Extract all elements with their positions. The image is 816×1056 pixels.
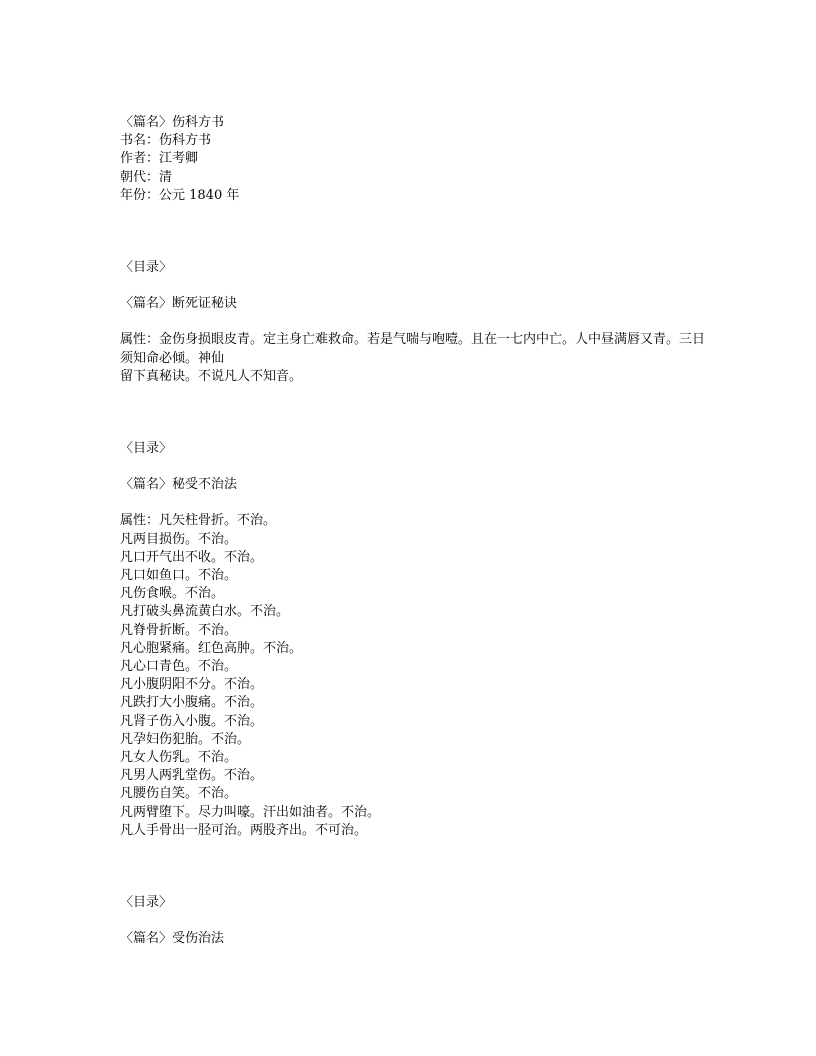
- spacer: [120, 205, 710, 259]
- section-title: 〈篇名〉受伤治法: [120, 931, 225, 947]
- text-line: 凡伤食喉。不治。: [120, 586, 225, 602]
- document-header: [120, 114, 710, 205]
- text-line: 凡脊骨折断。不治。: [120, 622, 238, 638]
- document-page: [120, 114, 710, 949]
- spacer: [120, 912, 710, 930]
- text-line: 凡两臂堕下。尽力叫嚎。汗出如油者。不治。: [120, 804, 381, 820]
- text-line: 留下真秘诀。不说凡人不知音。: [120, 368, 303, 384]
- text-line: 凡小腹阴阳不分。不治。: [120, 677, 264, 693]
- dynasty: 朝代：清: [120, 169, 173, 185]
- text-line: 凡人手骨出一胫可治。两股齐出。不可治。: [120, 822, 368, 838]
- toc-label: 〈目录〉: [120, 260, 173, 276]
- spacer: [120, 494, 710, 512]
- author: 作者：江考卿: [120, 151, 199, 167]
- text-line: 凡口开气出不收。不治。: [120, 549, 264, 565]
- text-line: 凡心胞紧痛。红色高肿。不治。: [120, 640, 303, 656]
- spacer: [120, 840, 710, 894]
- text-line: 凡男人两乳堂伤。不治。: [120, 768, 264, 784]
- year: 年份：公元 1840 年: [120, 187, 240, 203]
- text-line: 凡心口青色。不治。: [120, 659, 238, 675]
- text-line: 凡跌打大小腹痛。不治。: [120, 695, 264, 711]
- spacer: [120, 386, 710, 440]
- spacer: [120, 313, 710, 331]
- page-title: 〈篇名〉伤科方书: [120, 115, 225, 130]
- section-2: [120, 440, 710, 840]
- text-line: 凡腰伤自笑。不治。: [120, 786, 238, 802]
- text-line: 凡打破头鼻流黄白水。不治。: [120, 604, 290, 620]
- section-title: 〈篇名〉断死证秘诀: [120, 296, 238, 312]
- text-line: 属性：金伤身损眼皮青。定主身亡难救命。若是气喘与咆噎。且在一七内中亡。人中昼满唇又青。三日须知命必倾。神仙: [120, 332, 706, 366]
- spacer: [120, 277, 710, 295]
- toc-label: 〈目录〉: [120, 441, 173, 457]
- section-3: [120, 894, 710, 948]
- text-line: 凡肾子伤入小腹。不治。: [120, 713, 264, 729]
- text-line: 凡口如鱼口。不治。: [120, 568, 238, 584]
- text-line: 属性：凡矢柱骨折。不治。: [120, 513, 277, 529]
- toc-label: 〈目录〉: [120, 895, 173, 911]
- book-name: 书名：伤科方书: [120, 133, 212, 149]
- text-line: 凡女人伤乳。不治。: [120, 750, 238, 766]
- text-line: 凡两目损伤。不治。: [120, 531, 238, 547]
- section-1: [120, 259, 710, 386]
- section-title: 〈篇名〉秘受不治法: [120, 477, 238, 493]
- text-line: 凡孕妇伤犯胎。不治。: [120, 731, 251, 747]
- spacer: [120, 458, 710, 476]
